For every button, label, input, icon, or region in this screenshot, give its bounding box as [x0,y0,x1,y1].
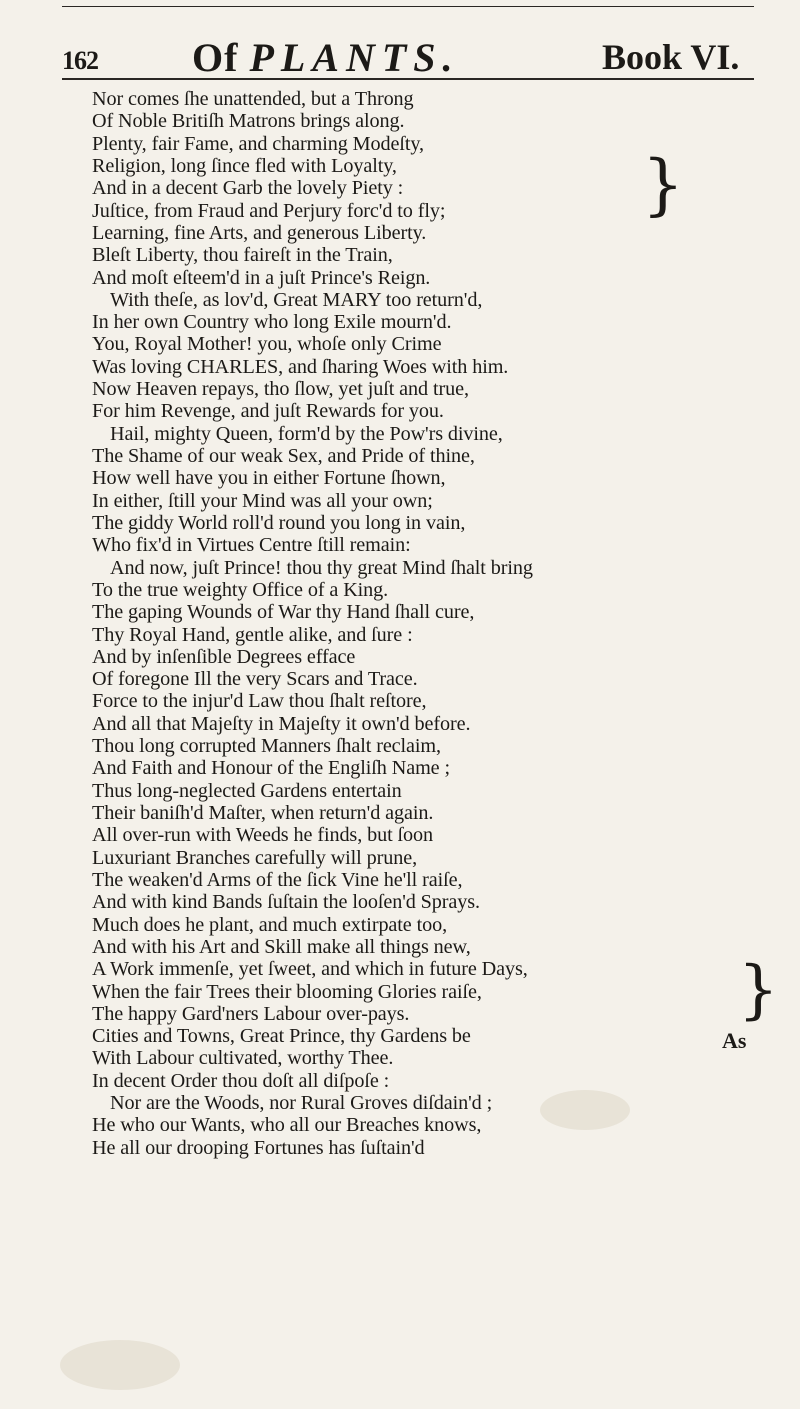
book-label: Book VI. [602,37,740,77]
verse-line: Who fix'd in Virtues Centre ſtill remain: [92,534,411,557]
verse-line: Learning, fine Arts, and generous Liberty. [92,221,427,244]
verse-line: In either, ſtill your Mind was all your own; [92,489,433,512]
verse-line: Nor are the Woods, nor Rural Groves diſdain'd ; [110,1092,493,1115]
verse-line: Religion, long ſince fled with Loyalty, [92,154,397,177]
verse-line: To the true weighty Office of a King. [92,578,389,601]
verse-line: He all our drooping Fortunes has ſuſtain'd [92,1136,425,1159]
verse-line: Juſtice, from Fraud and Perjury forc'd to fly; [92,199,446,222]
verse-line: And in a decent Garb the lovely Piety : [92,177,404,200]
verse-line: When the fair Trees their blooming Glories raiſe, [92,980,482,1003]
verse-line: A Work immenſe, yet ſweet, and which in future Days, [92,958,528,981]
catchword: As [722,1028,747,1053]
verse-line: And moſt eſteem'd in a juſt Prince's Reign. [92,266,431,289]
paper-stain [60,1340,180,1390]
page-number: 162 [62,46,98,75]
verse-line: How well have you in either Fortune ſhown, [92,467,446,490]
verse-line: Force to the injur'd Law thou ſhalt reſtore, [92,690,427,713]
verse-line: Now Heaven repays, tho ſlow, yet juſt and true, [92,378,469,401]
running-title-prefix: Of [192,35,239,80]
triplet-brace: } [738,953,779,1027]
running-title-word: PLANTS. [249,35,460,80]
verse-line: With theſe, as lov'd, Great MARY too return'd, [110,288,483,311]
verse-line: You, Royal Mother! you, whoſe only Crime [92,333,442,356]
poem-text [92,88,732,1159]
verse-line: Hail, mighty Queen, form'd by the Pow'rs divine, [110,422,503,445]
paper-stain [540,1090,630,1130]
verse-line: The gaping Wounds of War thy Hand ſhall cure, [92,601,475,624]
verse-line: Thy Royal Hand, gentle alike, and ſure : [92,623,413,646]
verse-line: Luxuriant Branches carefully will prune, [92,846,418,869]
verse-line: And with kind Bands ſuſtain the looſen'd Sprays. [92,891,480,914]
running-title [192,34,460,81]
verse-line: Thou long corrupted Manners ſhalt reclaim, [92,735,441,758]
verse-line: And Faith and Honour of the Engliſh Name ; [92,757,450,780]
verse-line: All over-run with Weeds he finds, but ſoon [92,824,434,847]
verse-line: The happy Gard'ners Labour over-pays. [92,1002,410,1025]
verse-line: He who our Wants, who all our Breaches knows, [92,1114,482,1137]
verse-line: Of foregone Ill the very Scars and Trace. [92,668,418,691]
verse-line: With Labour cultivated, worthy Thee. [92,1047,394,1070]
verse-line: Plenty, fair Fame, and charming Modeſty, [92,132,425,155]
verse-line: In her own Country who long Exile mourn'd. [92,311,452,334]
page-header [62,24,762,80]
verse-line: And with his Art and Skill make all things new, [92,935,471,958]
triplet-brace: } [642,146,684,223]
verse-line: The Shame of our weak Sex, and Pride of thine, [92,445,475,467]
verse-line: And by inſenſible Degrees efface [92,645,356,668]
verse-line: Bleſt Liberty, thou faireſt in the Train, [92,244,393,267]
verse-line: And all that Majeſty in Majeſty it own'd before. [92,712,471,735]
verse-line: Nor comes ſhe unattended, but a Throng [92,88,414,110]
verse-line: Thus long-neglected Gardens entertain [92,779,402,802]
verse-line: Cities and Towns, Great Prince, thy Gardens be [92,1025,471,1048]
verse-line: The weaken'd Arms of the ſick Vine he'll raiſe, [92,868,463,891]
header-rule [62,78,754,80]
verse-line: Was loving CHARLES, and ſharing Woes with him. [92,355,509,378]
verse-line: Of Noble Britiſh Matrons brings along. [92,110,405,133]
top-rule [62,6,754,7]
verse-line: And now, juſt Prince! thou thy great Mind ſhalt bring [110,556,533,579]
verse-line: Much does he plant, and much extirpate too, [92,913,448,936]
verse-line: The giddy World roll'd round you long in vain, [92,511,466,534]
verse-line: Their baniſh'd Maſter, when return'd again. [92,802,434,824]
verse-line: In decent Order thou doſt all diſpoſe : [92,1069,390,1092]
verse-line: For him Revenge, and juſt Rewards for you. [92,400,444,423]
